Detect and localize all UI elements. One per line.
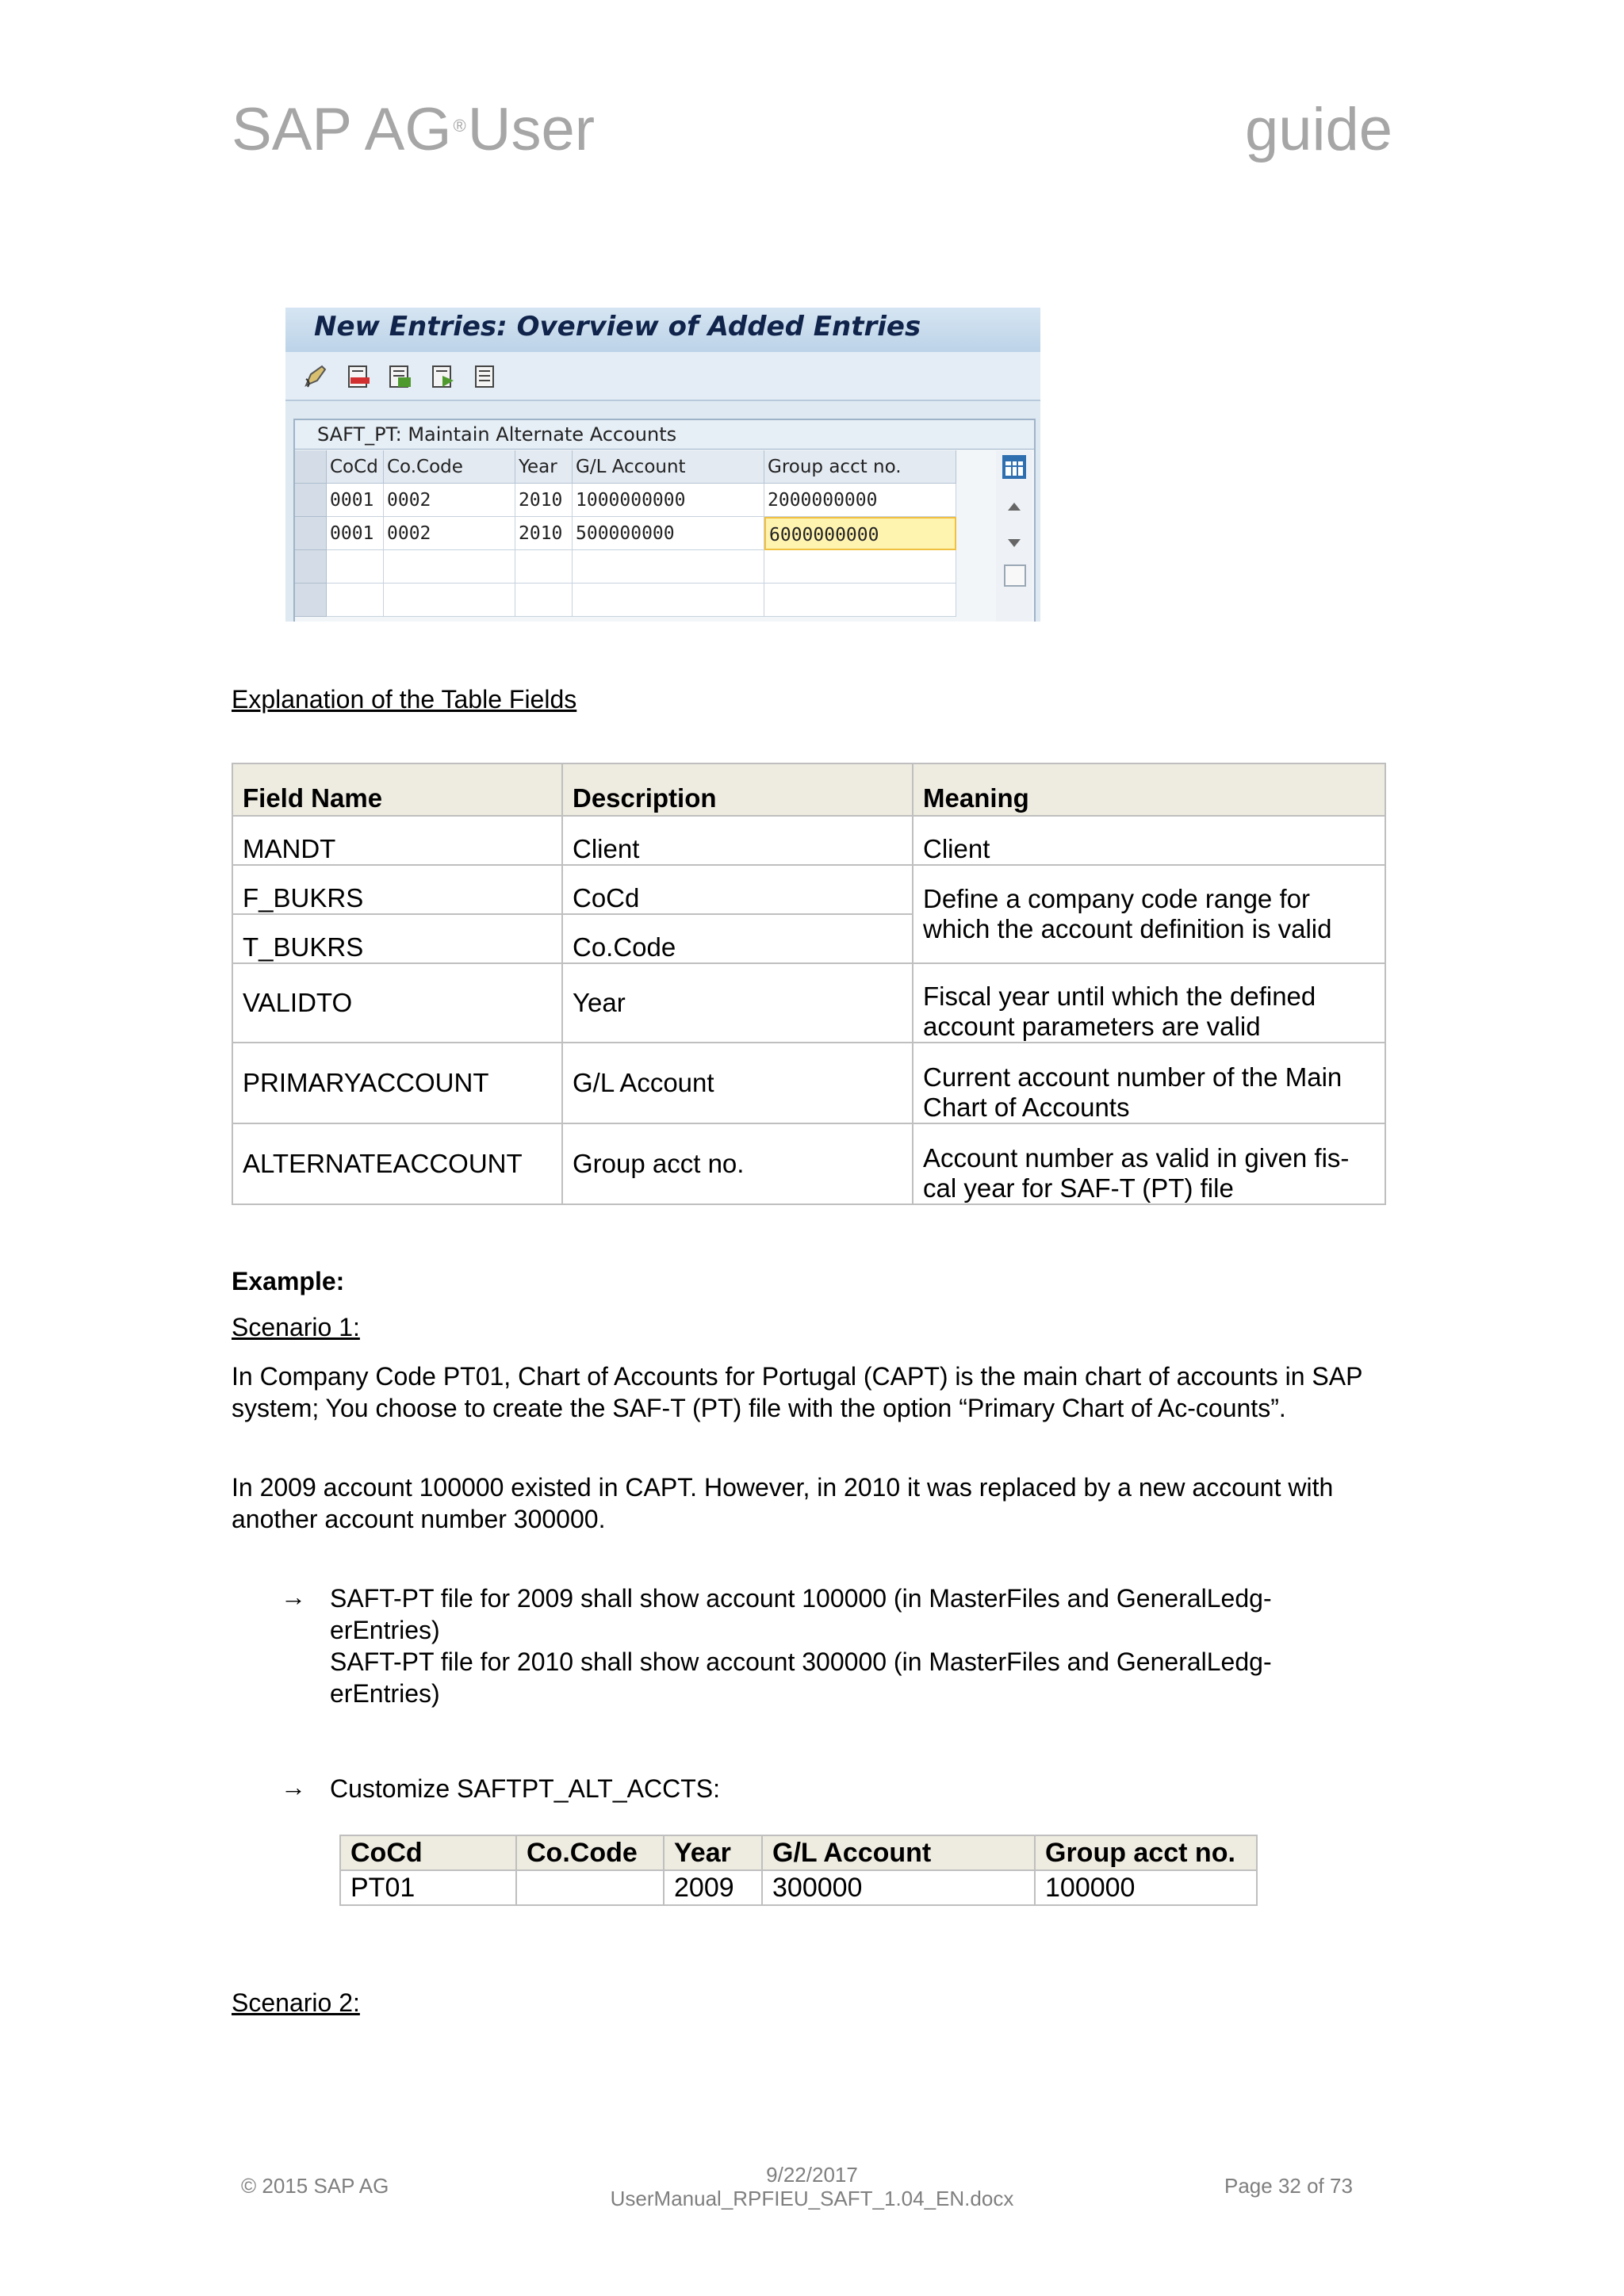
select-all-icon[interactable] [387, 363, 414, 390]
header-user: User [467, 96, 596, 163]
cell-cocd[interactable]: 0001 [327, 484, 384, 517]
scroll-thumb[interactable] [1004, 564, 1026, 587]
sap-title-bar [285, 308, 1040, 352]
cell-cocd[interactable]: 0001 [327, 517, 384, 550]
edit-icon[interactable] [303, 363, 330, 390]
header-cocd: CoCd [340, 1835, 516, 1870]
footer-date: 9/22/2017 [766, 2163, 858, 2187]
row-selector[interactable] [295, 517, 327, 550]
example-label: Example: [232, 1267, 345, 1295]
panel-title-text: SAFT_PT: Maintain Alternate Accounts [317, 423, 677, 446]
scenario-1-title: Scenario 1: [232, 1313, 360, 1341]
field-description: Year [562, 963, 913, 1043]
deselect-icon[interactable] [473, 363, 500, 390]
empty-cell[interactable] [573, 550, 764, 584]
section-title: Explanation of the Table Fields [232, 685, 577, 714]
field-name: T_BUKRS [232, 914, 562, 963]
col-header-cocd[interactable]: CoCd [327, 450, 384, 484]
header-meaning: Meaning [913, 763, 1385, 816]
field-meaning: Account number as valid in given fis-cal year for SAF-T (PT) file [913, 1123, 1385, 1204]
table-row [232, 1123, 1385, 1204]
empty-cell[interactable] [764, 550, 956, 584]
field-description: Co.Code [562, 914, 913, 963]
scenario-2-title: Scenario 2: [232, 1988, 360, 2017]
row-selector[interactable] [295, 484, 327, 517]
customize-table-header [340, 1835, 1257, 1870]
field-name: F_BUKRS [232, 865, 562, 914]
table-row [232, 963, 1385, 1043]
col-header-cocode[interactable]: Co.Code [384, 450, 515, 484]
field-meaning: Define a company code range for which the account definition is valid [913, 865, 1385, 963]
field-meaning: Fiscal year until which the defined account parameters are valid [913, 963, 1385, 1043]
registered-mark: ® [453, 116, 466, 136]
customize-table [339, 1835, 1258, 1906]
cell-gl-account[interactable]: 1000000000 [573, 484, 764, 517]
table-row [340, 1870, 1257, 1905]
col-header-gl-account[interactable]: G/L Account [573, 450, 764, 484]
bullet-1-line-2: SAFT-PT file for 2010 shall show account 300000 (in MasterFiles and GeneralLedg-erEntries) [330, 1647, 1272, 1708]
footer-center [558, 2163, 1066, 2210]
row-selector-header[interactable] [295, 450, 327, 484]
col-header-year[interactable]: Year [515, 450, 573, 484]
row-selector[interactable] [295, 584, 327, 617]
col-header-group-acct[interactable]: Group acct no. [764, 450, 956, 484]
empty-cell[interactable] [573, 584, 764, 617]
delete-icon[interactable] [346, 363, 373, 390]
vertical-scrollbar[interactable] [996, 450, 1032, 622]
row-selector[interactable] [295, 550, 327, 584]
table-row [232, 1043, 1385, 1123]
field-description: CoCd [562, 865, 913, 914]
cell-group-acct: 100000 [1035, 1870, 1257, 1905]
field-meaning: Client [913, 816, 1385, 865]
bullet-2: Customize SAFTPT_ALT_ACCTS: [330, 1774, 720, 1803]
header-cocode: Co.Code [516, 1835, 664, 1870]
empty-cell[interactable] [384, 550, 515, 584]
sap-screenshot [285, 308, 1040, 622]
cell-cocd: PT01 [340, 1870, 516, 1905]
footer-filename: UserManual_RPFIEU_SAFT_1.04_EN.docx [610, 2187, 1014, 2210]
field-description: Client [562, 816, 913, 865]
arrow-icon: → [281, 1773, 306, 1801]
field-meaning: Current account number of the Main Chart of Accounts [913, 1043, 1385, 1123]
header-description: Description [562, 763, 913, 816]
sap-screen-title: New Entries: Overview of Added Entries [314, 311, 921, 342]
cell-cocode[interactable]: 0002 [384, 517, 515, 550]
table-row [232, 816, 1385, 865]
cell-group-acct[interactable]: 2000000000 [764, 484, 956, 517]
cell-cocode[interactable]: 0002 [384, 484, 515, 517]
footer-page-number: Page 32 of 73 [1224, 2174, 1353, 2198]
header-gl-account: G/L Account [762, 1835, 1035, 1870]
field-name: VALIDTO [232, 963, 562, 1043]
arrow-icon: → [281, 1582, 306, 1611]
cell-year[interactable]: 2010 [515, 517, 573, 550]
bullet-1-line-1: SAFT-PT file for 2009 shall show account 100000 (in MasterFiles and GeneralLedg-erEntries) [330, 1584, 1272, 1644]
header-title [232, 96, 596, 163]
empty-cell[interactable] [384, 584, 515, 617]
field-name: PRIMARYACCOUNT [232, 1043, 562, 1123]
header-group-acct: Group acct no. [1035, 1835, 1257, 1870]
scenario-1-paragraph-2: In 2009 account 100000 existed in CAPT. However, in 2010 it was replaced by a new account with another account number 300000. [232, 1473, 1334, 1533]
select-block-icon[interactable] [430, 363, 457, 390]
empty-cell[interactable] [764, 584, 956, 617]
cell-cocode [516, 1870, 664, 1905]
empty-cell[interactable] [515, 584, 573, 617]
field-description: Group acct no. [562, 1123, 913, 1204]
table-row [232, 865, 1385, 914]
scroll-up-icon[interactable] [1005, 499, 1023, 514]
cell-gl-account[interactable]: 500000000 [573, 517, 764, 550]
panel-title [295, 420, 1034, 450]
table-settings-icon[interactable] [1001, 453, 1028, 480]
scenario-1-paragraph-1: In Company Code PT01, Chart of Accounts for Portugal (CAPT) is the main chart of accounts in SAP system; You choose to create the SAF-T (PT) file with the option “Primary Chart of Ac-counts”. [232, 1362, 1362, 1422]
sap-table-panel [293, 419, 1036, 622]
empty-cell[interactable] [515, 550, 573, 584]
cell-year: 2009 [664, 1870, 762, 1905]
scroll-down-icon[interactable] [1005, 536, 1023, 550]
field-name: ALTERNATEACCOUNT [232, 1123, 562, 1204]
header-company: SAP AG [232, 96, 452, 163]
empty-cell[interactable] [327, 584, 384, 617]
header-guide: guide [1245, 96, 1392, 163]
field-description: G/L Account [562, 1043, 913, 1123]
cell-year[interactable]: 2010 [515, 484, 573, 517]
empty-cell[interactable] [327, 550, 384, 584]
field-table-header [232, 763, 1385, 816]
sap-toolbar [285, 352, 1040, 401]
header-field-name: Field Name [232, 763, 562, 816]
footer-copyright: © 2015 SAP AG [241, 2174, 389, 2198]
header-year: Year [664, 1835, 762, 1870]
cell-gl-account: 300000 [762, 1870, 1035, 1905]
field-name: MANDT [232, 816, 562, 865]
field-table [232, 763, 1386, 1205]
cell-group-acct-focused[interactable]: 6000000000 [764, 517, 956, 550]
